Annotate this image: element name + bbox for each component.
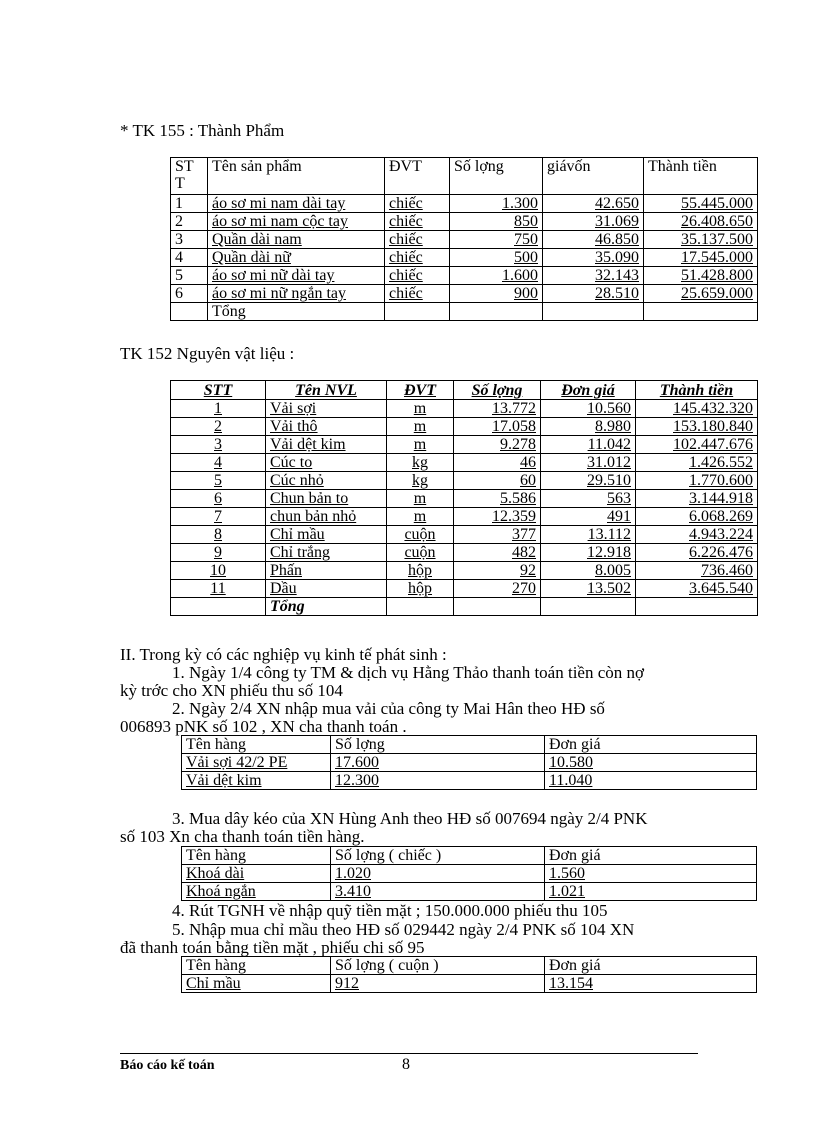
cell-quantity: 46 bbox=[454, 454, 541, 472]
cell-quantity: 12.359 bbox=[454, 508, 541, 526]
tk152-heading: TK 152 Nguyên vật liệu : bbox=[120, 344, 295, 363]
cell-amount: 3.144.918 bbox=[636, 490, 758, 508]
cell-amount: 4.943.224 bbox=[636, 526, 758, 544]
cell-price: 28.510 bbox=[543, 285, 644, 303]
cell-price: 10.560 bbox=[541, 400, 636, 418]
cell-quantity: 60 bbox=[454, 472, 541, 490]
cell-price: 491 bbox=[541, 508, 636, 526]
header-amount: Thành tiền bbox=[636, 381, 758, 400]
cell-material: Phấn bbox=[266, 562, 387, 580]
item4: 4. Rút TGNH về nhập quỹ tiền mặt ; 150.000.000 phiếu thu 105 bbox=[172, 901, 608, 920]
table-row bbox=[171, 580, 758, 598]
cell-item: Vải sợi 42/2 PE bbox=[182, 754, 331, 772]
cell-quantity: 1.600 bbox=[450, 267, 543, 285]
cell-empty bbox=[387, 598, 454, 616]
cell-material: Chỉ trắng bbox=[266, 544, 387, 562]
header-unit: ĐVT bbox=[385, 158, 450, 195]
cell-material: Chun bản to bbox=[266, 490, 387, 508]
table-row bbox=[171, 472, 758, 490]
cell-amount: 3.645.540 bbox=[636, 580, 758, 598]
cell-quantity: 1.020 bbox=[331, 865, 545, 883]
header-quantity: Số lợng bbox=[450, 158, 543, 195]
cell-amount: 102.447.676 bbox=[636, 436, 758, 454]
tk155-heading: * TK 155 : Thành Phẩm bbox=[120, 121, 285, 140]
cell-amount: 145.432.320 bbox=[636, 400, 758, 418]
cell-quantity: 500 bbox=[450, 249, 543, 267]
cell-product: áo sơ mi nữ ngắn tay bbox=[208, 285, 385, 303]
header-quantity: Số lợng bbox=[454, 381, 541, 400]
item5-line1: 5. Nhập mua chỉ mầu theo HĐ số 029442 ngày 2/4 PNK số 104 XN bbox=[172, 920, 635, 939]
table-row bbox=[171, 249, 758, 267]
cell-price: 563 bbox=[541, 490, 636, 508]
cell-quantity: 92 bbox=[454, 562, 541, 580]
cell-stt: 10 bbox=[171, 562, 266, 580]
cell-empty bbox=[171, 598, 266, 616]
cell-quantity: 900 bbox=[450, 285, 543, 303]
cell-stt: 5 bbox=[171, 267, 208, 285]
item2-table bbox=[181, 735, 757, 790]
cell-unit: cuộn bbox=[387, 544, 454, 562]
table-header-row bbox=[182, 847, 757, 865]
table-row bbox=[182, 754, 757, 772]
table-row bbox=[171, 400, 758, 418]
header-material-name: Tên NVL bbox=[266, 381, 387, 400]
header-product-name: Tên sản phẩm bbox=[208, 158, 385, 195]
header-item-name: Tên hàng bbox=[182, 847, 331, 865]
cell-stt: 11 bbox=[171, 580, 266, 598]
cell-empty bbox=[454, 598, 541, 616]
item3-line1: 3. Mua dây kéo của XN Hùng Anh theo HĐ số 007694 ngày 2/4 PNK bbox=[172, 809, 648, 828]
cell-product: Quần dài nam bbox=[208, 231, 385, 249]
cell-quantity: 912 bbox=[331, 975, 545, 993]
cell-stt: 8 bbox=[171, 526, 266, 544]
cell-quantity: 482 bbox=[454, 544, 541, 562]
table-row bbox=[171, 490, 758, 508]
header-unit-price: Đơn giá bbox=[545, 847, 757, 865]
page-number: 8 bbox=[402, 1056, 410, 1073]
table-total-row bbox=[171, 598, 758, 616]
cell-material: Cúc nhỏ bbox=[266, 472, 387, 490]
cell-quantity: 750 bbox=[450, 231, 543, 249]
table-row bbox=[182, 883, 757, 901]
table-row bbox=[171, 195, 758, 213]
cell-amount: 17.545.000 bbox=[644, 249, 758, 267]
cell-price: 10.580 bbox=[545, 754, 757, 772]
cell-material: Vải sợi bbox=[266, 400, 387, 418]
tk155-table bbox=[170, 157, 758, 321]
cell-unit: m bbox=[387, 490, 454, 508]
cell-price: 31.012 bbox=[541, 454, 636, 472]
cell-amount: 55.445.000 bbox=[644, 195, 758, 213]
cell-stt: 5 bbox=[171, 472, 266, 490]
header-quantity: Số lợng ( cuộn ) bbox=[331, 957, 545, 975]
header-cost-price: giávốn bbox=[543, 158, 644, 195]
cell-empty bbox=[543, 303, 644, 321]
cell-stt: 3 bbox=[171, 231, 208, 249]
cell-amount: 6.068.269 bbox=[636, 508, 758, 526]
table-row bbox=[182, 975, 757, 993]
cell-quantity: 1.300 bbox=[450, 195, 543, 213]
cell-quantity: 13.772 bbox=[454, 400, 541, 418]
cell-unit: kg bbox=[387, 472, 454, 490]
cell-quantity: 377 bbox=[454, 526, 541, 544]
cell-amount: 153.180.840 bbox=[636, 418, 758, 436]
cell-price: 13.112 bbox=[541, 526, 636, 544]
table-row bbox=[171, 562, 758, 580]
table-row bbox=[171, 267, 758, 285]
table-header-row bbox=[182, 957, 757, 975]
header-unit-price: Đơn giá bbox=[545, 736, 757, 754]
cell-material: Vải dệt kim bbox=[266, 436, 387, 454]
item1-line2: kỳ trớc cho XN phiếu thu số 104 bbox=[120, 681, 343, 700]
footer-label: Báo cáo kế toán bbox=[120, 1058, 215, 1073]
table-row bbox=[171, 544, 758, 562]
cell-product: áo sơ mi nam cộc tay bbox=[208, 213, 385, 231]
total-label: Tổng bbox=[208, 303, 385, 321]
item2-line2: 006893 pNK số 102 , XN cha thanh toán . bbox=[120, 717, 407, 736]
cell-amount: 1.426.552 bbox=[636, 454, 758, 472]
cell-price: 8.005 bbox=[541, 562, 636, 580]
cell-price: 13.154 bbox=[545, 975, 757, 993]
table-row bbox=[171, 526, 758, 544]
item2-line1: 2. Ngày 2/4 XN nhập mua vải của công ty Mai Hân theo HĐ số bbox=[172, 699, 605, 718]
cell-unit: chiếc bbox=[385, 285, 450, 303]
cell-material: Dầu bbox=[266, 580, 387, 598]
cell-item: Chỉ mầu bbox=[182, 975, 331, 993]
cell-material: Cúc to bbox=[266, 454, 387, 472]
cell-empty bbox=[541, 598, 636, 616]
header-unit-price: Đơn giá bbox=[541, 381, 636, 400]
cell-quantity: 17.600 bbox=[331, 754, 545, 772]
table-row bbox=[171, 285, 758, 303]
cell-empty bbox=[636, 598, 758, 616]
cell-empty bbox=[385, 303, 450, 321]
header-stt: STT bbox=[171, 381, 266, 400]
cell-amount: 736.460 bbox=[636, 562, 758, 580]
cell-unit: hộp bbox=[387, 562, 454, 580]
cell-stt: 6 bbox=[171, 490, 266, 508]
cell-price: 32.143 bbox=[543, 267, 644, 285]
cell-empty bbox=[171, 303, 208, 321]
cell-price: 31.069 bbox=[543, 213, 644, 231]
header-item-name: Tên hàng bbox=[182, 736, 331, 754]
cell-amount: 25.659.000 bbox=[644, 285, 758, 303]
cell-quantity: 17.058 bbox=[454, 418, 541, 436]
cell-unit: chiếc bbox=[385, 267, 450, 285]
table-row bbox=[171, 436, 758, 454]
header-stt: ST T bbox=[171, 158, 208, 195]
cell-quantity: 3.410 bbox=[331, 883, 545, 901]
footer-divider bbox=[120, 1053, 698, 1054]
cell-quantity: 270 bbox=[454, 580, 541, 598]
cell-price: 46.850 bbox=[543, 231, 644, 249]
cell-amount: 6.226.476 bbox=[636, 544, 758, 562]
header-unit-price: Đơn giá bbox=[545, 957, 757, 975]
item3-table bbox=[181, 846, 757, 901]
cell-unit: cuộn bbox=[387, 526, 454, 544]
total-label: Tổng bbox=[266, 598, 387, 616]
cell-unit: chiếc bbox=[385, 213, 450, 231]
cell-unit: m bbox=[387, 436, 454, 454]
cell-unit: m bbox=[387, 508, 454, 526]
cell-item: Khoá dài bbox=[182, 865, 331, 883]
cell-empty bbox=[450, 303, 543, 321]
item1-line1: 1. Ngày 1/4 công ty TM & dịch vụ Hằng Thảo thanh toán tiền còn nợ bbox=[172, 663, 645, 682]
cell-price: 42.650 bbox=[543, 195, 644, 213]
cell-price: 11.040 bbox=[545, 772, 757, 790]
cell-quantity: 12.300 bbox=[331, 772, 545, 790]
cell-price: 35.090 bbox=[543, 249, 644, 267]
cell-price: 13.502 bbox=[541, 580, 636, 598]
cell-empty bbox=[644, 303, 758, 321]
cell-stt: 7 bbox=[171, 508, 266, 526]
cell-price: 11.042 bbox=[541, 436, 636, 454]
cell-unit: kg bbox=[387, 454, 454, 472]
cell-stt: 1 bbox=[171, 400, 266, 418]
cell-stt: 1 bbox=[171, 195, 208, 213]
cell-amount: 35.137.500 bbox=[644, 231, 758, 249]
header-item-name: Tên hàng bbox=[182, 957, 331, 975]
cell-stt: 2 bbox=[171, 213, 208, 231]
cell-stt: 4 bbox=[171, 249, 208, 267]
cell-price: 1.021 bbox=[545, 883, 757, 901]
cell-product: áo sơ mi nam dài tay bbox=[208, 195, 385, 213]
item3-line2: số 103 Xn cha thanh toán tiền hàng. bbox=[120, 827, 365, 846]
cell-quantity: 9.278 bbox=[454, 436, 541, 454]
tk152-table bbox=[170, 380, 758, 616]
cell-product: áo sơ mi nữ dài tay bbox=[208, 267, 385, 285]
cell-stt: 9 bbox=[171, 544, 266, 562]
cell-amount: 51.428.800 bbox=[644, 267, 758, 285]
header-quantity: Số lợng bbox=[331, 736, 545, 754]
cell-price: 8.980 bbox=[541, 418, 636, 436]
cell-quantity: 5.586 bbox=[454, 490, 541, 508]
cell-unit: m bbox=[387, 418, 454, 436]
table-row bbox=[171, 454, 758, 472]
cell-price: 29.510 bbox=[541, 472, 636, 490]
table-row bbox=[171, 231, 758, 249]
table-row bbox=[171, 213, 758, 231]
cell-unit: chiếc bbox=[385, 249, 450, 267]
cell-product: Quần dài nữ bbox=[208, 249, 385, 267]
table-row bbox=[171, 508, 758, 526]
cell-stt: 4 bbox=[171, 454, 266, 472]
cell-price: 12.918 bbox=[541, 544, 636, 562]
table-header-row bbox=[182, 736, 757, 754]
table-total-row bbox=[171, 303, 758, 321]
cell-stt: 3 bbox=[171, 436, 266, 454]
header-amount: Thành tiền bbox=[644, 158, 758, 195]
table-header-row bbox=[171, 381, 758, 400]
table-header-row bbox=[171, 158, 758, 195]
header-unit: ĐVT bbox=[387, 381, 454, 400]
cell-unit: chiếc bbox=[385, 195, 450, 213]
table-row bbox=[182, 772, 757, 790]
cell-quantity: 850 bbox=[450, 213, 543, 231]
cell-stt: 2 bbox=[171, 418, 266, 436]
cell-price: 1.560 bbox=[545, 865, 757, 883]
section2-heading: II. Trong kỳ có các nghiệp vụ kinh tế phát sinh : bbox=[120, 645, 447, 664]
cell-unit: hộp bbox=[387, 580, 454, 598]
cell-amount: 1.770.600 bbox=[636, 472, 758, 490]
cell-amount: 26.408.650 bbox=[644, 213, 758, 231]
cell-material: chun bản nhỏ bbox=[266, 508, 387, 526]
item5-line2: đã thanh toán bằng tiền mặt , phiếu chi số 95 bbox=[120, 938, 425, 957]
header-quantity: Số lợng ( chiếc ) bbox=[331, 847, 545, 865]
cell-stt: 6 bbox=[171, 285, 208, 303]
table-row bbox=[182, 865, 757, 883]
cell-item: Khoá ngắn bbox=[182, 883, 331, 901]
cell-item: Vải dệt kim bbox=[182, 772, 331, 790]
cell-unit: chiếc bbox=[385, 231, 450, 249]
item5-table bbox=[181, 956, 757, 993]
cell-unit: m bbox=[387, 400, 454, 418]
cell-material: Chỉ mầu bbox=[266, 526, 387, 544]
cell-material: Vải thô bbox=[266, 418, 387, 436]
table-row bbox=[171, 418, 758, 436]
